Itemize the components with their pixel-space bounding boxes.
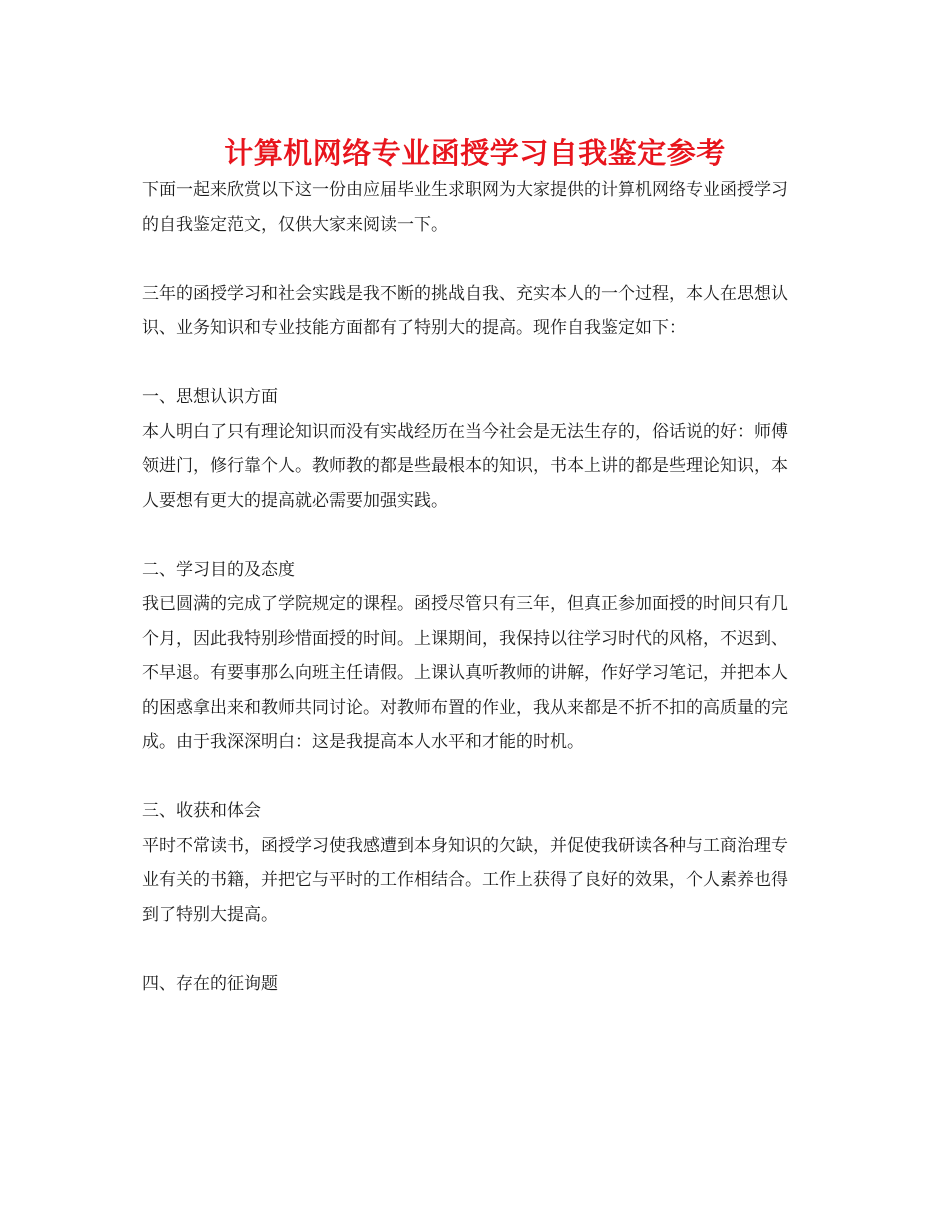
section-heading: 四、存在的征询题 [142,973,278,994]
section-body: 本人明白了只有理论知识而没有实战经历在当今社会是无法生存的，俗话说的好：师傅领进门，修行靠个人。教师教的都是些最根本的知识，书本上讲的都是些理论知识，本人要想有更大的提高就必需要加强实践。 [142,421,788,511]
paragraph-gap [142,932,802,967]
section-heading: 一、思想认识方面 [142,387,278,407]
overview-paragraph: 三年的函授学习和社会实践是我不断的挑战自我、充实本人的一个过程，本人在思想认识、业务知识和专业技能方面都有了特别大的提高。现作自我鉴定如下： [142,283,788,338]
section-heading: 三、收获和体会 [142,801,261,821]
page-title: 计算机网络专业函授学习自我鉴定参考 [224,136,726,170]
paragraph-gap [142,242,802,277]
paragraph-gap [142,346,802,381]
paragraph-gap [142,518,802,553]
document-body [142,173,802,1001]
paragraph-gap [142,760,802,795]
intro-paragraph: 下面一起来欣赏以下这一份由应届毕业生求职网为大家提供的计算机网络专业函授学习的自我鉴定范文，仅供大家来阅读一下。 [142,180,788,235]
section-body: 平时不常读书，函授学习使我感遭到本身知识的欠缺，并促使我研读各种与工商治理专业有关的书籍，并把它与平时的工作相结合。工作上获得了良好的效果，个人素养也得到了特别大提高。 [142,835,788,925]
section-heading: 二、学习目的及态度 [142,559,295,580]
section-body: 我已圆满的完成了学院规定的课程。函授尽管只有三年，但真正参加面授的时间只有几个月，因此我特别珍惜面授的时间。上课期间，我保持以往学习时代的风格，不迟到、不早退。有要事那么向班主任请假。上课认真听教师的讲解，作好学习笔记，并把本人的困惑拿出来和教师共同讨论。对教师布置的作业，我从来都是不折不扣的高质量的完成。由于我深深明白：这是我提高本人水平和才能的时机。 [142,594,788,752]
